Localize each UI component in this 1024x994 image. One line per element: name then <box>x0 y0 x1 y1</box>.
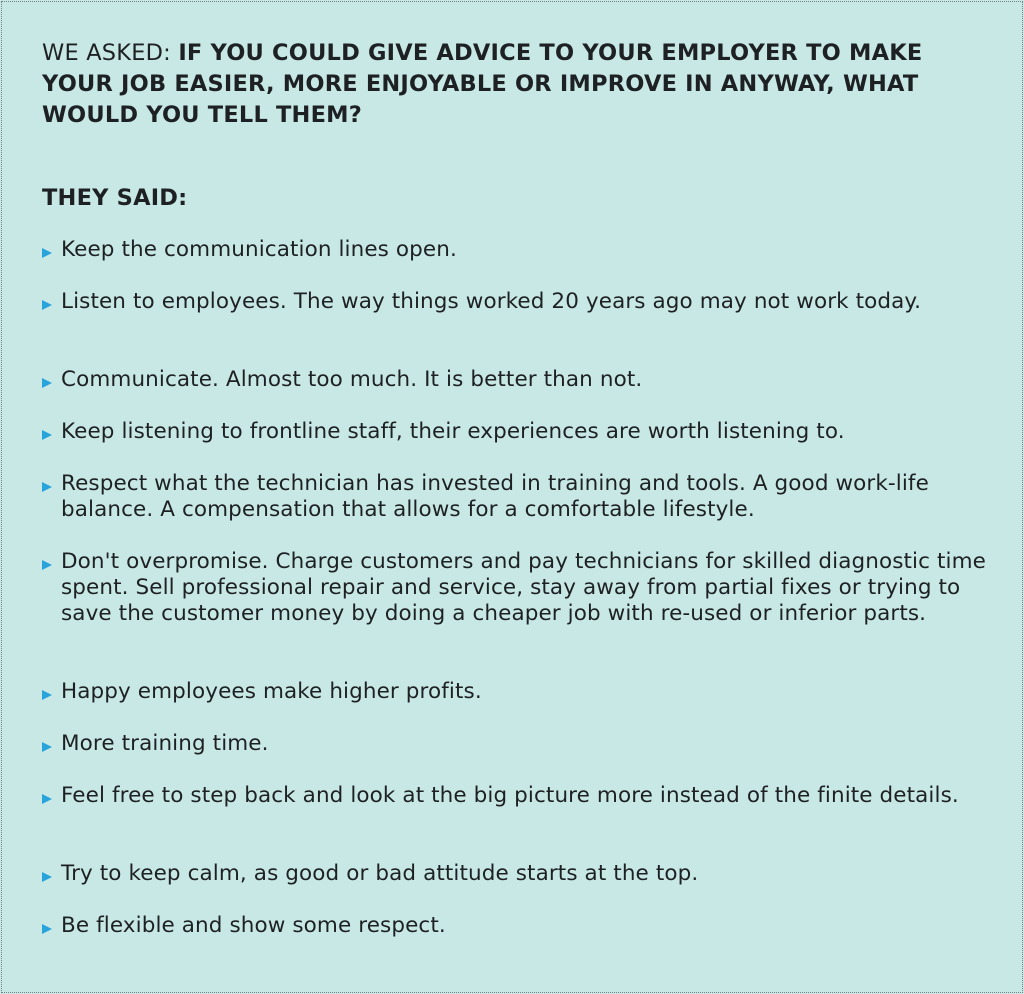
answers-heading: THEY SAID: <box>42 185 188 211</box>
answer-item <box>42 913 1002 939</box>
bullet-arrow-icon <box>42 482 52 492</box>
answer-text: Listen to employees. The way things worked 20 years ago may not work today. <box>61 289 922 314</box>
answer-text: Communicate. Almost too much. It is better than not. <box>61 367 643 392</box>
answer-text: Feel free to step back and look at the big picture more instead of the finite details. <box>61 783 959 808</box>
bullet-arrow-icon <box>42 872 52 882</box>
answer-item <box>42 549 1002 627</box>
bullet-arrow-icon <box>42 742 52 752</box>
question-lead: WE ASKED: <box>42 40 179 66</box>
bullet-arrow-icon <box>42 924 52 934</box>
answer-text: Don't overpromise. Charge customers and pay technicians for skilled diagnostic time spent. Sell professional repair and service, stay away from partial fixes or trying to save the customer money by doing a cheaper job with re-used or inferior parts. <box>61 549 986 626</box>
answer-text: Keep the communication lines open. <box>61 237 457 262</box>
bullet-arrow-icon <box>42 560 52 570</box>
answer-item <box>42 861 1002 887</box>
survey-question <box>42 38 942 131</box>
answer-item <box>42 289 1002 315</box>
answer-text: More training time. <box>61 731 269 756</box>
answer-item <box>42 731 1002 757</box>
answer-text: Respect what the technician has invested in training and tools. A good work-life balance. A compensation that allows for a comfortable lifestyle. <box>61 471 929 522</box>
bullet-arrow-icon <box>42 430 52 440</box>
answer-text: Happy employees make higher profits. <box>61 679 482 704</box>
bullet-arrow-icon <box>42 378 52 388</box>
bullet-arrow-icon <box>42 300 52 310</box>
answer-item <box>42 237 1002 263</box>
bullet-arrow-icon <box>42 248 52 258</box>
bullet-arrow-icon <box>42 690 52 700</box>
answer-item <box>42 419 1002 445</box>
answer-text: Keep listening to frontline staff, their experiences are worth listening to. <box>61 419 845 444</box>
answer-item <box>42 367 1002 393</box>
answer-text: Be flexible and show some respect. <box>61 913 446 938</box>
answer-item <box>42 783 1002 809</box>
answer-item <box>42 679 1002 705</box>
bullet-arrow-icon <box>42 794 52 804</box>
advice-panel <box>1 1 1023 993</box>
answer-text: Try to keep calm, as good or bad attitude starts at the top. <box>61 861 699 886</box>
question-text: IF YOU COULD GIVE ADVICE TO YOUR EMPLOYER TO MAKE YOUR JOB EASIER, MORE ENJOYABLE OR IMPROVE IN ANYWAY, WHAT WOULD YOU TELL THEM? <box>42 40 923 128</box>
answer-item <box>42 471 1002 523</box>
